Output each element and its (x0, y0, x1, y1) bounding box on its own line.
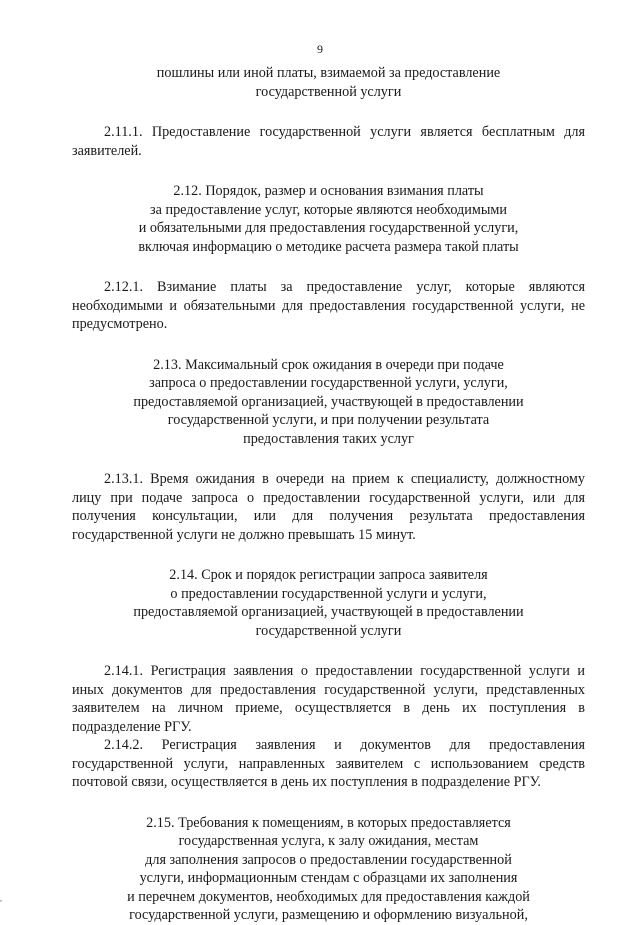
document-body (72, 64, 585, 925)
heading-line: услуги, информационным стендам с образцами их заполнения (139, 870, 518, 886)
heading-line: о предоставлении государственной услуги и услуги, (170, 585, 487, 602)
heading-line: и перечнем документов, необходимых для предоставления каждой (127, 888, 530, 905)
section-heading-2-15 (72, 814, 585, 925)
paragraph-2-13-1: 2.13.1. Время ожидания в очереди на прием к специалисту, должностному лицу при подаче запроса о предоставлении государственной услуги, или для получения консультации, или для получения результата предоставления государственной услуги не должно превышать 15 минут. (72, 471, 585, 543)
heading-line: запроса о предоставлении государственной услуги, услуги, (149, 375, 508, 391)
scan-artifact-mark: , (0, 894, 2, 903)
heading-line: государственная услуга, к залу ожидания, местам (178, 833, 479, 849)
heading-line: 2.13. Максимальный срок ожидания в очереди при подаче (153, 356, 504, 373)
heading-line: предоставления таких услуг (243, 430, 414, 447)
heading-line: государственной услуги (255, 83, 402, 100)
paragraph-2-11-1: 2.11.1. Предоставление государственной услуги является бесплатным для заявителей. (72, 124, 585, 159)
heading-line: за предоставление услуг, которые являются необходимыми (150, 201, 507, 218)
heading-line: включая информацию о методике расчета размера такой платы (138, 238, 519, 255)
heading-line: для заполнения запросов о предоставлении государственной (145, 851, 512, 868)
heading-line: 2.15. Требования к помещениям, в которых предоставляется (146, 814, 511, 831)
section-heading-2-14 (72, 566, 585, 640)
paragraph-2-12-1: 2.12.1. Взимание платы за предоставление услуг, которые являются необходимыми и обязательными для предоставления государственной услуги, не предусмотрено. (72, 279, 585, 332)
section-heading-fee (72, 64, 585, 101)
heading-line: государственной услуги, и при получении результата (167, 412, 490, 428)
heading-line: 2.12. Порядок, размер и основания взимания платы (173, 183, 484, 199)
page-number: 9 (317, 42, 323, 56)
paragraph-2-14-2: 2.14.2. Регистрация заявления и документов для предоставления государственной услуги, направленных заявителем с использованием средств почтовой связи, осуществляется в день их поступления в подразделение РГУ. (72, 737, 585, 790)
heading-line: 2.14. Срок и порядок регистрации запроса заявителя (169, 567, 488, 583)
heading-line: пошлины или иной платы, взимаемой за предоставление (156, 65, 501, 81)
heading-line: предоставляемой организацией, участвующей в предоставлении (133, 604, 524, 620)
heading-line: государственной услуги (255, 622, 402, 639)
heading-line: государственной услуги, размещению и оформлению визуальной, (129, 907, 528, 923)
section-heading-2-13 (72, 356, 585, 449)
heading-line: и обязательными для предоставления государственной услуги, (138, 220, 519, 236)
heading-line: предоставляемой организацией, участвующей в предоставлении (133, 393, 524, 410)
section-heading-2-12 (72, 182, 585, 256)
paragraph-2-14-1: 2.14.1. Регистрация заявления о предоставлении государственной услуги и иных документов для предоставления государственной услуги, представленных заявителем на личном приеме, осуществляется в день их поступления в подразделение РГУ. (72, 663, 585, 735)
